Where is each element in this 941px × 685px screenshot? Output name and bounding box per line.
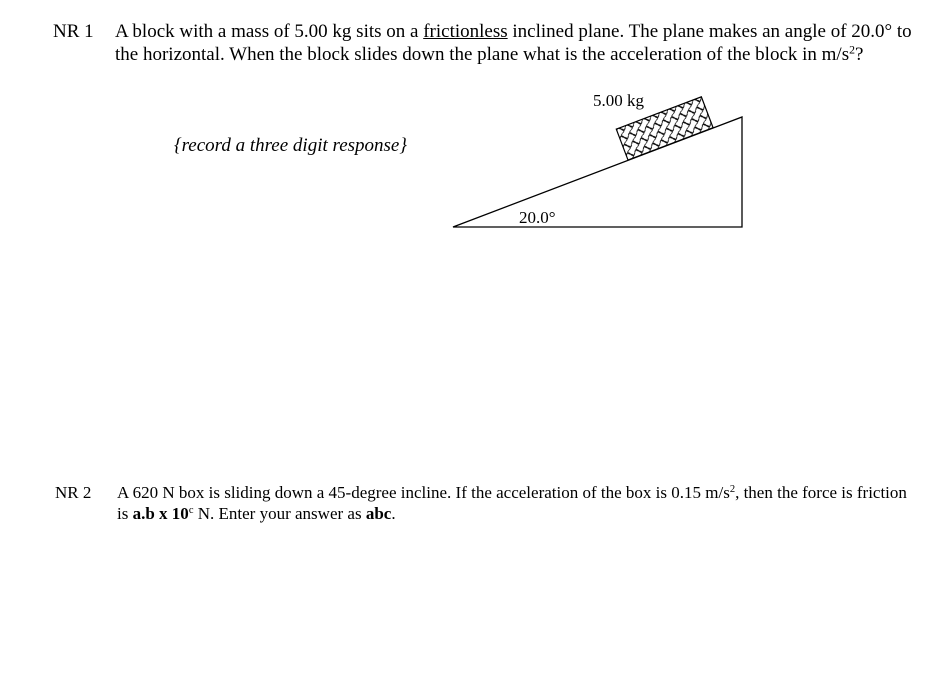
question-2-text-part: , then the force is friction is: [117, 483, 907, 523]
question-1-number: NR 1: [53, 21, 94, 42]
exponent-superscript: c: [188, 505, 194, 517]
frictionless-underlined: frictionless: [423, 21, 508, 42]
question-2-text-part: N. Enter your answer as: [193, 504, 366, 523]
question-2-text-part: A 620 N box is sliding down a 45-degree incline. If the acceleration of the box is 0.15 m/s: [117, 483, 730, 502]
mass-label: 5.00 kg: [593, 91, 644, 110]
answer-format-bold: a.b x 10: [132, 504, 189, 523]
answer-entry-bold: abc: [365, 504, 392, 523]
question-2-number: NR 2: [55, 483, 92, 502]
question-1-text-part: inclined plane. The plane makes an angle of 20.0° to the horizontal. When the block slides down the plane what is the acceleration of the block in m/s: [115, 21, 912, 65]
incline-diagram: [450, 85, 750, 235]
question-2-text: [117, 482, 917, 524]
question-1-text: [115, 20, 915, 66]
squared-superscript: 2: [729, 484, 736, 496]
question-2-text-part: .: [391, 504, 396, 523]
question-1-text-part: A block with a mass of 5.00 kg sits on a: [115, 21, 424, 42]
response-hint: {record a three digit response}: [174, 135, 407, 156]
question-1-text-part: ?: [855, 44, 864, 65]
angle-label: 20.0°: [519, 208, 556, 227]
squared-superscript: 2: [849, 43, 855, 57]
